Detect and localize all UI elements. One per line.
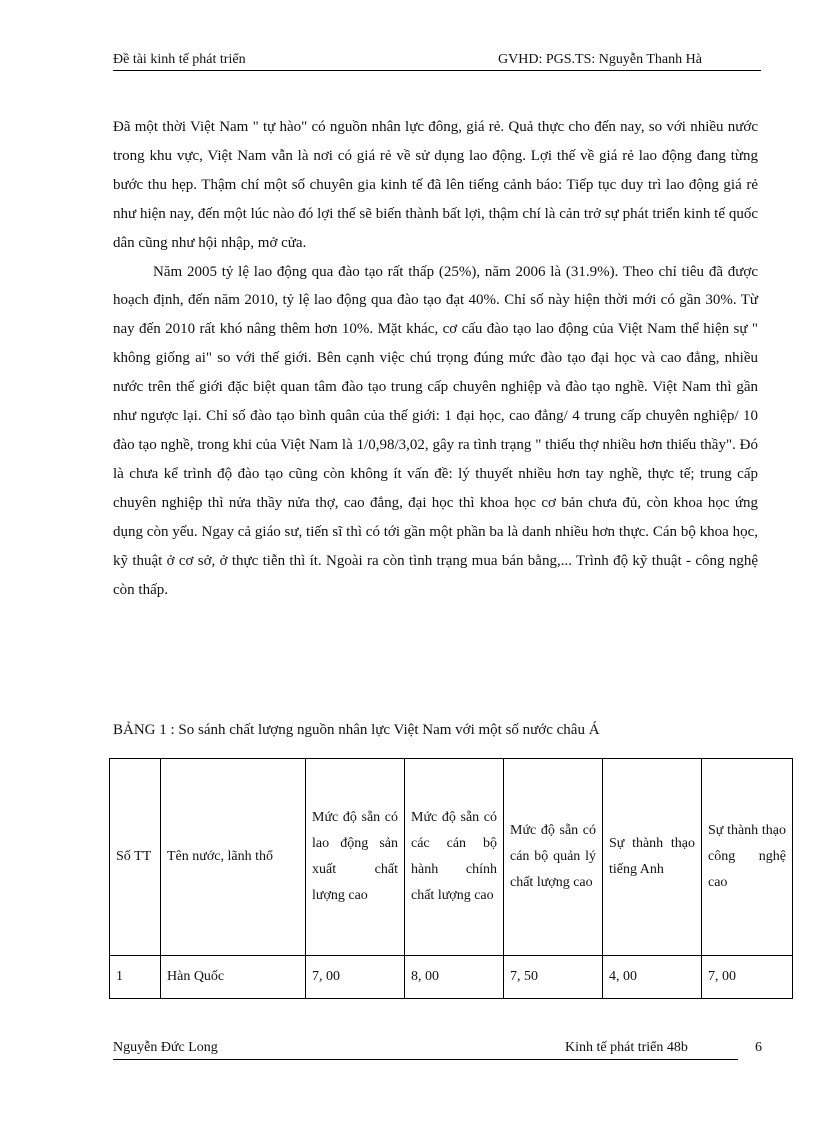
header-production-labor: Mức độ sẵn có lao động sản xuất chất lượng cao	[306, 759, 405, 956]
paragraph-1: Đã một thời Việt Nam " tự hào" có nguồn nhân lực đông, giá rẻ. Quả thực cho đến nay, so với nhiều nước trong khu vực, Việt Nam vẫn là nơi có giá rẻ về sử dụng lao động. Lợi thế về giá rẻ lao động đang từng bước thu hẹp. Thậm chí một số chuyên gia kinh tế đã lên tiếng cảnh báo: Tiếp tục duy trì lao động giá rẻ như hiện nay, đến một lúc nào đó lợi thế sẽ biến thành bất lợi, thậm chí là cản trở sự phát triển kinh tế quốc dân cũng như hội nhập, mở cửa.	[113, 119, 758, 251]
page-number: 6	[755, 1040, 762, 1055]
header-managers: Mức độ sẵn có cán bộ quản lý chất lượng cao	[504, 759, 603, 956]
header-admin-staff: Mức độ sẵn có các cán bộ hành chính chất lượng cao	[405, 759, 504, 956]
cell-english: 4, 00	[603, 956, 702, 999]
table-row	[110, 956, 793, 999]
cell-stt: 1	[110, 956, 161, 999]
header-english: Sự thành thạo tiếng Anh	[603, 759, 702, 956]
header-stt: Số TT	[110, 759, 161, 956]
footer-author: Nguyễn Đức Long	[113, 1040, 218, 1055]
cell-production-labor: 7, 00	[306, 956, 405, 999]
cell-hightech: 7, 00	[702, 956, 793, 999]
table-header-row	[110, 759, 793, 956]
page-header	[113, 50, 761, 71]
page-footer	[113, 1040, 738, 1060]
paragraph-2: Năm 2005 tỷ lệ lao động qua đào tạo rất thấp (25%), năm 2006 là (31.9%). Theo chỉ tiêu đã được hoạch định, đến năm 2010, tỷ lệ lao động qua đào tạo đạt 40%. Chỉ số này hiện thời mới có gần 30%. Từ nay đến 2010 rất khó nâng thêm hơn 10%. Mặt khác, cơ cấu đào tạo lao động của Việt Nam thể hiện sự " không giống ai" so với thế giới. Bên cạnh việc chú trọng đúng mức đào tạo đại học và cao đẳng, nhiều nước trên thế giới đặc biệt quan tâm đào tạo trung cấp chuyên nghiệp và đào tạo nghề. Việt Nam thì gần như ngược lại. Chỉ số đào tạo bình quân của thế giới: 1 đại học, cao đẳng/ 4 trung cấp chuyên nghiệp/ 10 đào tạo nghề, trong khi của Việt Nam là 1/0,98/3,02, gây ra tình trạng " thiếu thợ nhiều hơn thiếu thầy". Đó là chưa kể trình độ đào tạo cũng còn không ít vấn đề: lý thuyết nhiều hơn tay nghề, thực tế; trung cấp chuyên nghiệp thì nửa thầy nửa thợ, cao đẳng, đại học thì khoa học cơ bản chưa đủ, còn khoa học ứng dụng còn yếu. Ngay cả giáo sư, tiến sĩ thì có tới gần một phần ba là danh nhiều hơn thực. Cán bộ khoa học, kỹ thuật ở cơ sở, ở thực tiễn thì ít. Ngoài ra còn tình trạng mua bán bằng,... Trình độ kỹ thuật - công nghệ còn thấp.	[113, 263, 758, 598]
comparison-table	[109, 758, 793, 999]
header-hightech: Sự thành thạo công nghệ cao	[702, 759, 793, 956]
header-topic: Đề tài kinh tế phát triển	[113, 52, 246, 67]
table-caption: BẢNG 1 : So sánh chất lượng nguồn nhân lực Việt Nam với một số nước châu Á	[113, 722, 600, 738]
cell-managers: 7, 50	[504, 956, 603, 999]
header-country: Tên nước, lãnh thổ	[161, 759, 306, 956]
cell-admin-staff: 8, 00	[405, 956, 504, 999]
footer-class: Kinh tế phát triển 48b	[565, 1040, 688, 1055]
header-advisor: GVHD: PGS.TS: Nguyễn Thanh Hà	[498, 52, 702, 67]
cell-country: Hàn Quốc	[161, 956, 306, 999]
body-text	[113, 113, 758, 604]
